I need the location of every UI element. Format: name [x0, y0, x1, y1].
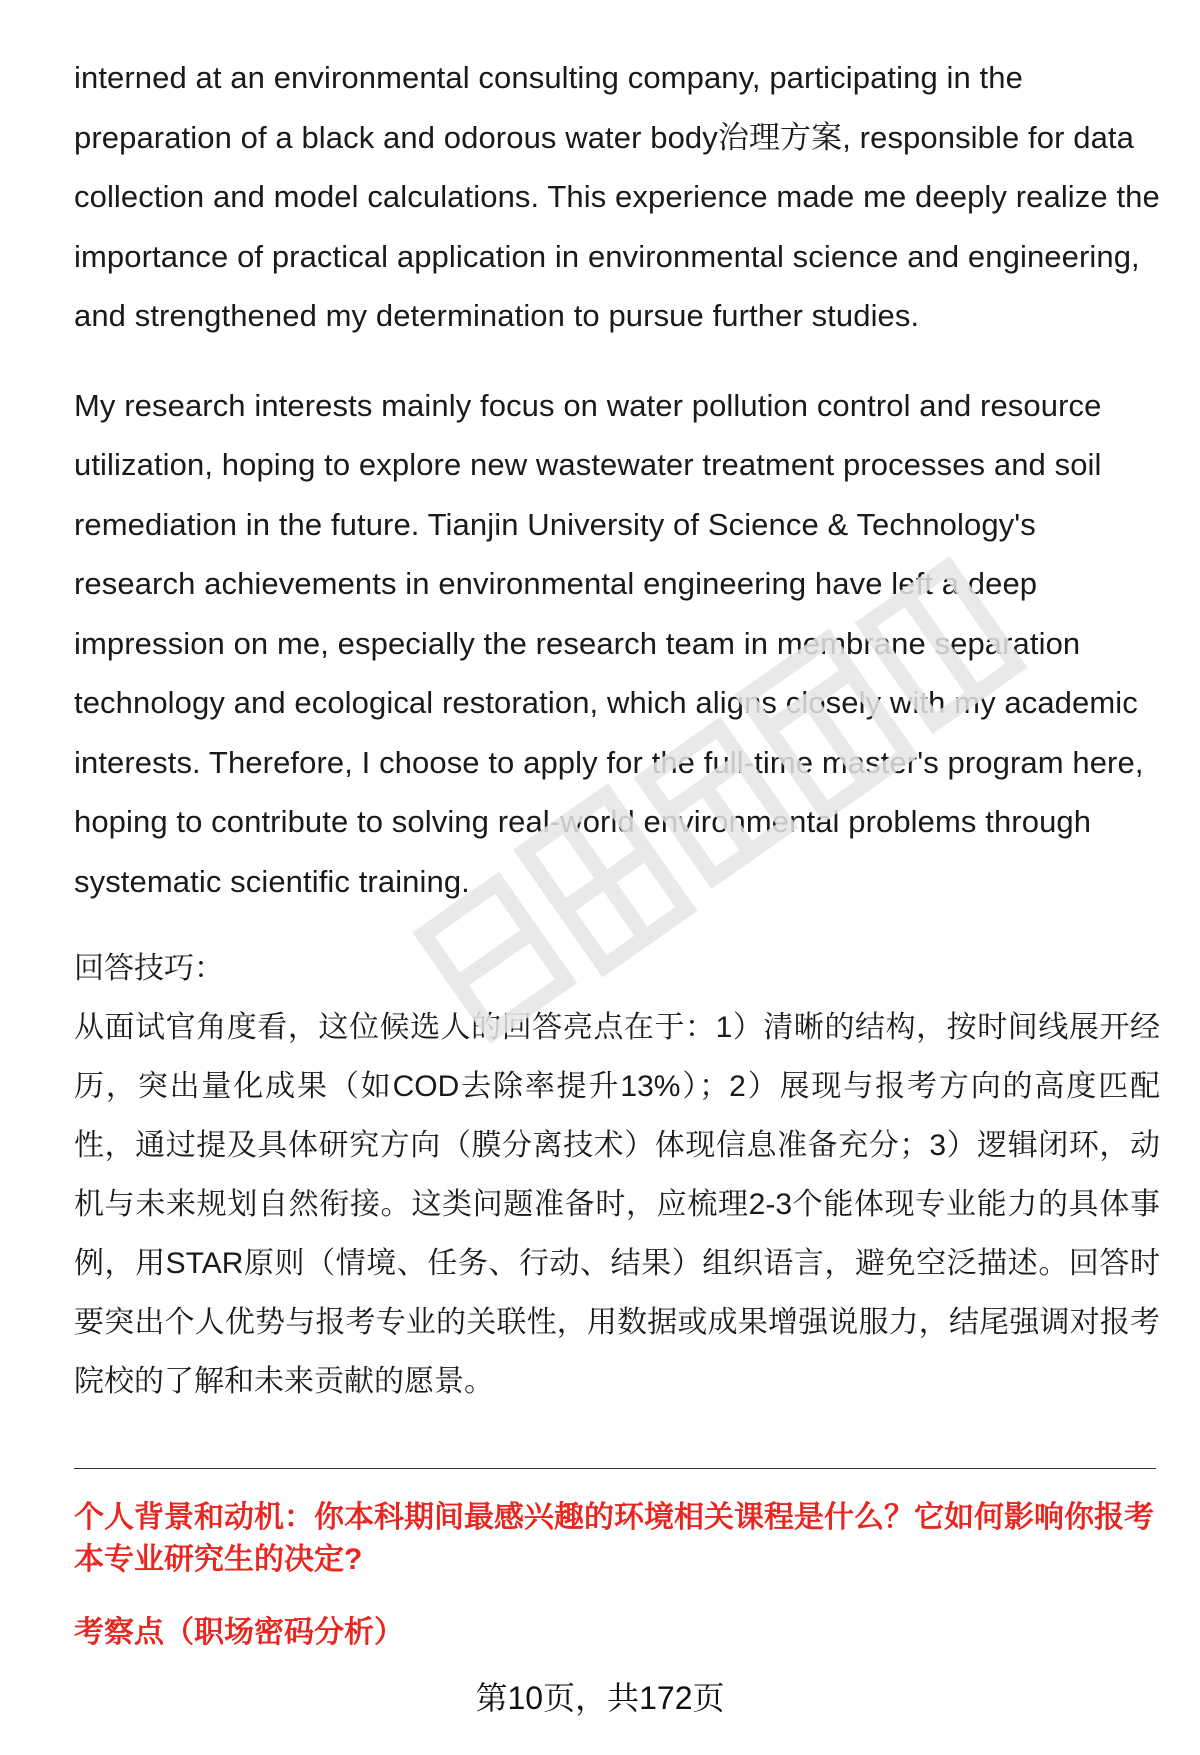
page-indicator: 第10页，共172页 — [475, 1680, 725, 1716]
section-divider — [74, 1468, 1156, 1469]
analysis-subheading: 考察点（职场密码分析） — [74, 1616, 404, 1649]
body-paragraph-1: interned at an environmental consulting company, participating in the preparation of a black and odorous water body治理方案, responsible for data collection and model calculations. This experience made me deeply realize the importance of practical application in environmental science and engineering, and strengthened my determination to pursue further studies. — [74, 60, 1160, 333]
next-question-heading: 个人背景和动机：你本科期间最感兴趣的环境相关课程是什么？它如何影响你报考本专业研究生的决定? — [74, 1501, 1154, 1576]
document-body — [74, 48, 1160, 1411]
answer-tips-text: 从面试官角度看，这位候选人的回答亮点在于：1）清晰的结构，按时间线展开经历，突出量化成果（如COD去除率提升13%）；2）展现与报考方向的高度匹配性，通过提及具体研究方向（膜分离技术）体现信息准备充分；3）逻辑闭环，动机与未来规划自然衔接。这类问题准备时，应梳理2-3个能体现专业能力的具体事例，用STAR原则（情境、任务、行动、结果）组织语言，避免空泛描述。回答时要突出个人优势与报考专业的关联性，用数据或成果增强说服力，结尾强调对报考院校的了解和未来贡献的愿景。 — [74, 1011, 1160, 1398]
answer-tips-title: 回答技巧： — [74, 952, 224, 985]
body-paragraph-2: My research interests mainly focus on water pollution control and resource utilization, hoping to explore new wastewater treatment processes and soil remediation in the future. Tianjin University of Science & Technology's research achievements in environmental engineering have left a deep impression on me, especially the research team in membrane separation technology and ecological restoration, which aligns closely with my academic interests. Therefore, I choose to apply for the full-time master's program here, hoping to contribute to solving real-world environmental problems through systematic scientific training. — [74, 387, 1144, 899]
answer-tips-section — [74, 939, 1160, 1411]
